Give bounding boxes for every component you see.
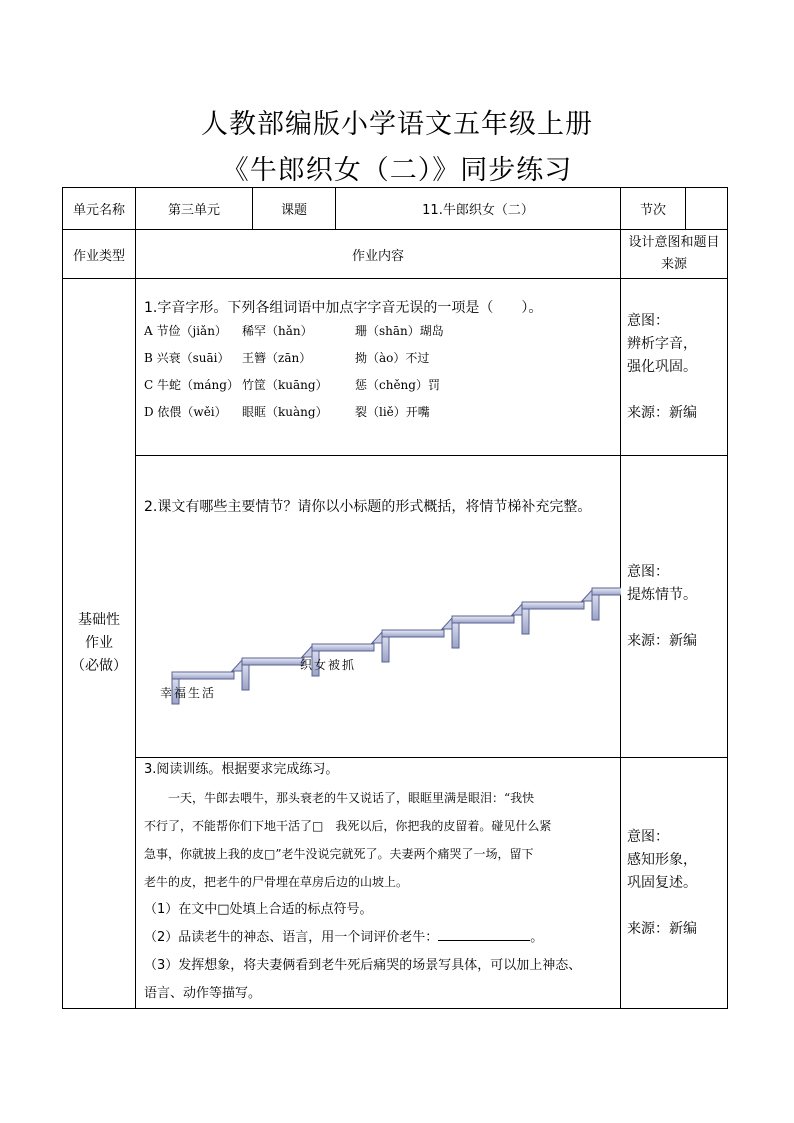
staircase [172,576,621,704]
step-tread [382,630,444,637]
homework-table [62,187,728,1009]
option-a-word-2: 稀罕（hǎn） [242,324,313,338]
option-c-word-2: 竹筐（kuāng） [242,378,328,392]
option-b-word-1: B 兴衰（suāi） [144,351,230,365]
step-corner [582,590,592,601]
question-2-area [136,456,620,756]
question-2-intent [621,456,728,758]
q2-intent-label: 意图： [627,563,669,580]
step-corner [512,604,522,615]
answer-blank[interactable] [438,926,530,941]
q3-intent-label: 意图： [627,828,669,845]
question-2-stem: 2.课文有哪些主要情节？请你以小标题的形式概括，将情节梯补充完整。 [144,499,592,515]
document-title: 人教部编版小学语文五年级上册 [201,109,593,140]
question-1-content [136,279,621,456]
passage-line-4: 老牛的皮，把老牛的尸骨埋在草房后边的山坡上。 [144,875,409,889]
option-b-word-3: 拗（ào）不过 [355,351,430,365]
question-1-row [63,279,728,456]
option-b-word-2: 王簪（zān） [242,351,312,365]
content-label: 作业内容 [136,230,621,279]
q1-intent-line-1: 辨析字音， [627,335,697,352]
lesson-value: 11.牛郎织女（二） [336,188,621,230]
question-1-intent [621,279,728,456]
step-tread [242,658,304,665]
option-c-word-1: C 牛蛇（máng） [144,378,239,392]
q3-intent-line-2: 巩固复述。 [627,874,697,891]
option-a [144,322,612,349]
option-c-word-3: 惩（chěng）罚 [355,378,440,392]
q1-intent-line-2: 强化巩固。 [627,358,697,375]
step-corner [442,618,452,629]
option-d-word-2: 眼眶（kuàng） [242,405,328,419]
plot-staircase [136,456,621,756]
question-3-intent [621,758,728,1009]
question-2-row [63,456,728,758]
unit-value: 第三单元 [136,188,253,230]
q1-source: 来源：新编 [627,404,697,421]
lesson-label: 课题 [253,188,336,230]
category-line-2: 作业 [85,635,113,651]
option-d-word-3: 裂（liě）开嘴 [355,405,430,419]
step-corner [372,632,382,643]
step-label: 幸福生活 [160,686,217,700]
sub-question-2-text: （2）品读老牛的神态、语言，用一个词评价老牛： [144,930,439,945]
question-2-content [136,456,621,758]
question-3-stem: 3.阅读训练。根据要求完成练习。 [144,762,339,777]
step-tread [452,616,514,623]
q3-source: 来源：新编 [627,920,697,937]
intent-label: 设计意图和题目来源 [621,230,728,279]
type-label: 作业类型 [63,230,136,279]
option-a-word-3: 珊（shān）瑚岛 [355,324,444,338]
question-1-stem: 1.字音字形。下列各组词语中加点字字音无误的一项是（ ）。 [144,300,543,316]
step-label: 织女被抓 [300,658,357,672]
sub-question-2 [144,924,612,952]
step-tread [312,644,374,651]
period-label: 节次 [621,188,686,230]
q3-intent-line-1: 感知形象， [627,851,697,868]
passage-line-3: 急事，你就披上我的皮□”老牛没说完就死了。夫妻两个痛哭了一场，留下 [144,847,534,861]
q2-source: 来源：新编 [627,632,697,649]
step-tread [172,672,234,679]
sub-question-2-end: 。 [530,930,544,945]
option-d [144,403,612,430]
document-subtitle: 《牛郎织女（二）》同步练习 [221,155,573,186]
header-row [63,188,728,230]
q1-intent-label: 意图： [627,312,669,329]
step-tread [522,602,584,609]
unit-label: 单元名称 [63,188,136,230]
q2-intent-line-1: 提炼情节。 [627,586,697,603]
question-3-row [63,758,728,1009]
sub-question-3a: （3）发挥想象，将夫妻俩看到老牛死后痛哭的场景写具体，可以加上神态、 [144,958,582,973]
option-c [144,376,612,403]
category-line-1: 基础性 [78,612,120,628]
option-b [144,349,612,376]
category-line-3: （必做） [71,658,127,674]
passage-line-1: 一天，牛郎去喂牛，那头衰老的牛又说话了，眼眶里满是眼泪：“我快 [168,791,535,805]
subheader-row [63,230,728,279]
category-cell [63,279,136,1009]
step-tread [592,588,621,595]
question-3-content [136,758,621,1009]
option-d-word-1: D 依偎（wěi） [144,405,227,419]
sub-question-1: （1）在文中□处填上合适的标点符号。 [144,902,373,917]
step-corner [232,660,242,671]
period-value [686,188,728,230]
passage-line-2: 不行了，不能帮你们下地干活了□ 我死以后，你把我的皮留着。碰见什么紧 [144,819,552,833]
option-a-word-1: A 节俭（jiǎn） [144,324,227,338]
sub-question-3b: 语言、动作等描写。 [144,986,262,1001]
